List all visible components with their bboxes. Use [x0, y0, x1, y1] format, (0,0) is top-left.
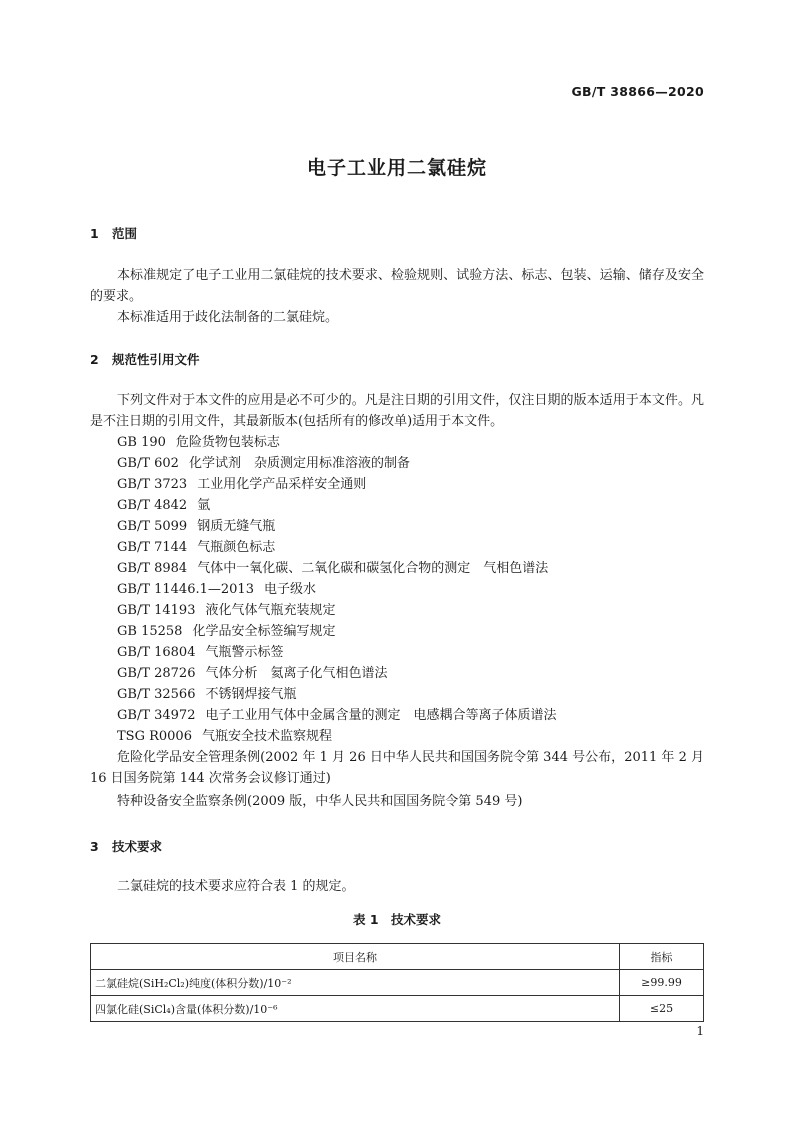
reference-item [117, 453, 557, 474]
table-cell-value: ≤25 [620, 996, 704, 1022]
reference-code: GB/T 3723 [117, 477, 188, 492]
reference-code: GB/T 14193 [117, 603, 196, 618]
reference-title: 工业用化学产品采样安全通则 [197, 477, 367, 492]
section-2-intro: 下列文件对于本文件的应用是必不可少的。凡是注日期的引用文件，仅注日期的版本适用于本文件。凡是不注日期的引用文件，其最新版本(包括所有的修改单)适用于本文件。 [90, 393, 704, 429]
column-header-item: 项目名称 [91, 944, 620, 970]
reference-code: GB/T 34972 [117, 708, 196, 723]
section-number: 3 [90, 839, 99, 854]
table-row [91, 970, 704, 996]
reference-title: 气体分析 氦离子化气相色谱法 [205, 666, 388, 681]
table-cell-item: 四氯化硅(SiCl₄)含量(体积分数)/10⁻⁶ [91, 996, 620, 1022]
section-1-heading [90, 224, 137, 242]
reference-item [117, 537, 557, 558]
reference-item [117, 684, 557, 705]
section-2-heading [90, 350, 200, 368]
reference-item [117, 579, 557, 600]
reference-title: 电子工业用气体中金属含量的测定 电感耦合等离子体质谱法 [205, 708, 557, 723]
table-caption: 表 1 技术要求 [352, 912, 442, 927]
reference-title: 氩 [197, 498, 211, 513]
reference-item [117, 495, 557, 516]
section-title: 规范性引用文件 [112, 352, 200, 367]
reference-item [117, 432, 557, 453]
regulation-2: 特种设备安全监察条例(2009 版，中华人民共和国国务院令第 549 号) [117, 794, 523, 809]
section-number: 2 [90, 352, 99, 367]
page-number: 1 [696, 1024, 704, 1038]
reference-title: 气瓶颜色标志 [197, 540, 276, 555]
reference-code: GB/T 28726 [117, 666, 196, 681]
reference-item [117, 642, 557, 663]
table-header-row [91, 944, 704, 970]
reference-item [117, 621, 557, 642]
reference-title: 钢质无缝气瓶 [197, 519, 276, 534]
standard-code: GB/T 38866—2020 [571, 84, 704, 99]
document-title: 电子工业用二氯硅烷 [306, 157, 487, 179]
reference-code: GB/T 5099 [117, 519, 188, 534]
reference-code: GB/T 8984 [117, 561, 188, 576]
reference-title: 气体中一氧化碳、二氧化碳和碳氢化合物的测定 气相色谱法 [197, 561, 549, 576]
reference-title: 化学试剂 杂质测定用标准溶液的制备 [188, 456, 410, 471]
section-title: 技术要求 [112, 839, 163, 854]
reference-item [117, 516, 557, 537]
reference-code: GB/T 4842 [117, 498, 188, 513]
table-cell-value: ≥99.99 [620, 970, 704, 996]
reference-code: GB 190 [117, 435, 166, 450]
table-row [91, 996, 704, 1022]
reference-item [117, 600, 557, 621]
reference-code: GB/T 11446.1—2013 [117, 582, 254, 597]
section-title: 范围 [112, 226, 138, 241]
section-3-heading [90, 837, 162, 855]
technical-requirements-table [90, 943, 704, 1022]
reference-code: GB/T 32566 [117, 687, 196, 702]
reference-code: GB/T 16804 [117, 645, 196, 660]
reference-item [117, 705, 557, 726]
reference-title: 气瓶警示标签 [205, 645, 284, 660]
section-number: 1 [90, 226, 99, 241]
section-1-paragraph-1: 本标准规定了电子工业用二氯硅烷的技术要求、检验规则、试验方法、标志、包装、运输、储存及安全的要求。 [90, 268, 704, 304]
reference-title: 气瓶安全技术监察规程 [201, 729, 332, 744]
reference-code: TSG R0006 [117, 729, 192, 744]
reference-title: 液化气体气瓶充装规定 [205, 603, 336, 618]
reference-item [117, 726, 557, 747]
table-cell-item: 二氯硅烷(SiH₂Cl₂)纯度(体积分数)/10⁻² [91, 970, 620, 996]
reference-title: 危险货物包装标志 [175, 435, 280, 450]
section-1-paragraph-2: 本标准适用于歧化法制备的二氯硅烷。 [117, 310, 339, 325]
reference-title: 化学品安全标签编写规定 [192, 624, 336, 639]
reference-item [117, 474, 557, 495]
reference-title: 不锈钢焊接气瓶 [205, 687, 297, 702]
section-3-paragraph-1: 二氯硅烷的技术要求应符合表 1 的规定。 [117, 879, 355, 894]
normative-reference-list [117, 432, 557, 747]
reference-title: 电子级水 [263, 582, 316, 597]
reference-code: GB 15258 [117, 624, 183, 639]
reference-item [117, 558, 557, 579]
reference-item [117, 663, 557, 684]
column-header-value: 指标 [620, 944, 704, 970]
regulation-1: 危险化学品安全管理条例(2002 年 1 月 26 日中华人民共和国国务院令第 344 号公布，2011 年 2 月 16 日国务院第 144 次常务会议修订通过) [90, 750, 704, 786]
reference-code: GB/T 602 [117, 456, 179, 471]
reference-code: GB/T 7144 [117, 540, 188, 555]
